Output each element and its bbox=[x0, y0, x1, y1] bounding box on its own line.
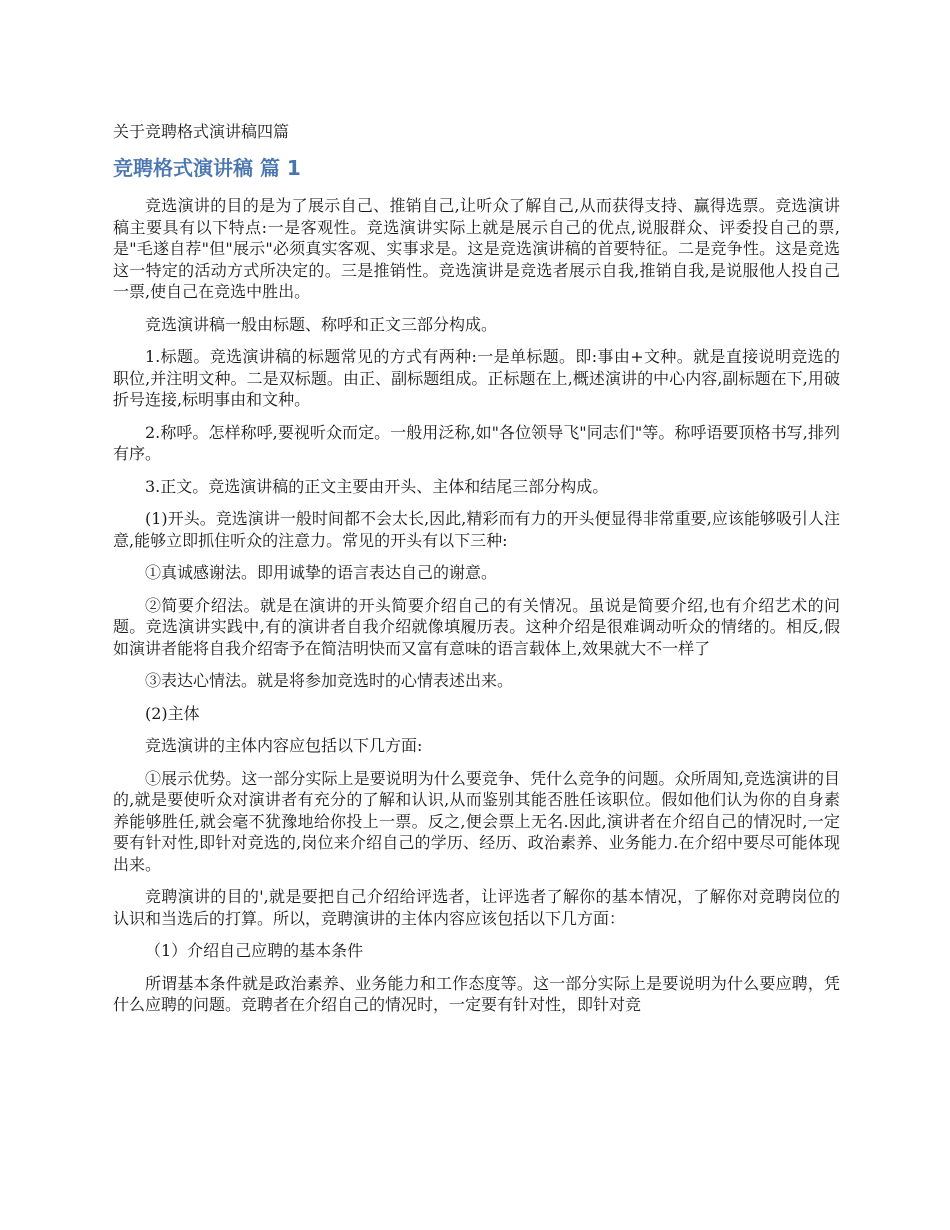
document-title: 关于竞聘格式演讲稿四篇 bbox=[113, 122, 290, 141]
paragraph: ③表达心情法。就是将参加竞选时的心情表述出来。 bbox=[145, 671, 514, 690]
paragraph: （1）介绍自己应聘的基本条件 bbox=[145, 941, 364, 960]
paragraph: 3.正文。竞选演讲稿的正文主要由开头、主体和结尾三部分构成。 bbox=[145, 476, 609, 496]
paragraph: 竞选演讲的主体内容应包括以下几方面: bbox=[145, 736, 423, 755]
paragraph: (1)开头。竞选演讲一般时间都不会太长,因此,精彩而有力的开头便显得非常重要,应该能够吸引人注意,能够立即抓住听众的注意力。常见的开头有以下三种: bbox=[113, 509, 840, 550]
paragraph: (2)主体 bbox=[145, 703, 200, 723]
paragraph: 竞选演讲的目的是为了展示自己、推销自己,让听众了解自己,从而获得支持、赢得选票。竞选演讲稿主要具有以下特点:一是客观性。竞选演讲实际上就是展示自己的优点,说服群众、评委投自己的票,是"毛遂自荐"但"展示"必须真实客观、实事求是。这是竞选演讲稿的首要特征。二是竞争性。这是竞选这一特定的活动方式所决定的。三是推销性。竞选演讲是竞选者展示自我,推销自我,是说服他人投自己一票,使自己在竞选中胜出。 bbox=[113, 196, 840, 301]
paragraph: ②简要介绍法。就是在演讲的开头简要介绍自己的有关情况。虽说是简要介绍,也有介绍艺术的问题。竞选演讲实践中,有的演讲者自我介绍就像填履历表。这种介绍是很难调动听众的情绪的。相反,假如演讲者能将自我介绍寄予在简洁明快而又富有意味的语言载体上,效果就大不一样了 bbox=[113, 595, 840, 658]
paragraph: 所谓基本条件就是政治素养、业务能力和工作态度等。这一部分实际上是要说明为什么要应聘，凭什么应聘的问题。竞聘者在介绍自己的情况时，一定要有针对性，即针对竞 bbox=[113, 973, 840, 1014]
paragraph: 2.称呼。怎样称呼,要视听众而定。一般用泛称,如"各位领导飞"同志们"等。称呼语要顶格书写,排列有序。 bbox=[113, 422, 840, 463]
paragraph: ①展示优势。这一部分实际上是要说明为什么要竞争、凭什么竞争的问题。众所周知,竞选演讲的目的,就是要使听众对演讲者有充分的了解和认识,从而鉴别其能否胜任该职位。假如他们认为你的自身素养能够胜任,就会毫不犹豫地给你投上一票。反之,便会票上无名.因此,演讲者在介绍自己的情况时,一定要有针对性,即针对竞选的,岗位来介绍自己的学历、经历、政治素养、业务能力.在介绍中要尽可能体现出来。 bbox=[113, 768, 840, 874]
paragraph: 竞选演讲稿一般由标题、称呼和正文三部分构成。 bbox=[145, 314, 498, 334]
paragraph: 竞聘演讲的目的',就是要把自己介绍给评选者，让评选者了解你的基本情况，了解你对竞聘岗位的认识和当选后的打算。所以，竞聘演讲的主体内容应该包括以下几方面： bbox=[113, 887, 840, 928]
document-page bbox=[113, 120, 840, 1027]
section-heading: 竞聘格式演讲稿 篇 1 bbox=[113, 156, 301, 180]
paragraph: ①真诚感谢法。即用诚挚的语言表达自己的谢意。 bbox=[145, 563, 498, 582]
paragraph: 1.标题。竞选演讲稿的标题常见的方式有两种:一是单标题。即:事由+文种。就是直接说明竞选的职位,并注明文种。二是双标题。由正、副标题组成。正标题在上,概述演讲的中心内容,副标题在下,用破折号连接,标明事由和文种。 bbox=[113, 347, 840, 409]
